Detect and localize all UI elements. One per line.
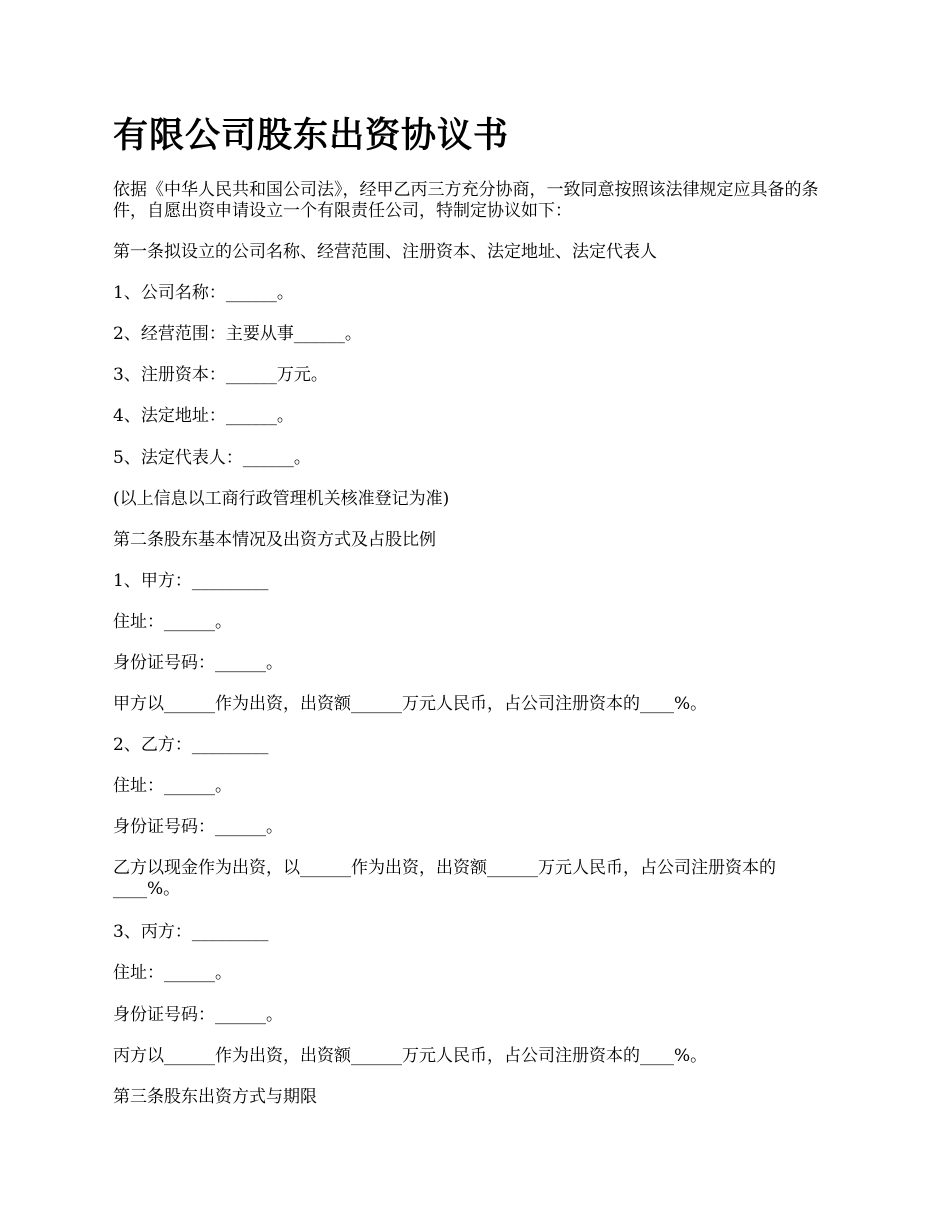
party-b-id-line: 身份证号码：______。	[113, 817, 283, 837]
party-b-name-line: 2、乙方：_________	[113, 735, 269, 755]
article-3-heading: 第三条股东出资方式与期限	[113, 1087, 317, 1107]
party-a-contribution-line: 甲方以______作为出资，出资额______万元人民币，占公司注册资本的____%。	[113, 694, 708, 714]
registered-capital-line: 3、注册资本：______万元。	[113, 365, 328, 385]
article-2-heading: 第二条股东基本情况及出资方式及占股比例	[113, 530, 436, 550]
party-c-contribution-line: 丙方以______作为出资，出资额______万元人民币，占公司注册资本的____%。	[113, 1046, 708, 1066]
company-name-line: 1、公司名称：______。	[113, 283, 294, 303]
article-1-heading: 第一条拟设立的公司名称、经营范围、注册资本、法定地址、法定代表人	[113, 242, 657, 262]
party-c-address-line: 住址：______。	[113, 963, 232, 983]
party-a-name-line: 1、甲方：_________	[113, 571, 269, 591]
intro-paragraph: 依据《中华人民共和国公司法》，经甲乙丙三方充分协商，一致同意按照该法律规定应具备的条件，自愿出资申请设立一个有限责任公司，特制定协议如下：	[113, 180, 819, 221]
registration-note: (以上信息以工商行政管理机关核准登记为准)	[113, 489, 450, 509]
party-a-id-line: 身份证号码：______。	[113, 653, 283, 673]
party-c-name-line: 3、丙方：_________	[113, 922, 269, 942]
party-b-contribution-line: 乙方以现金作为出资，以______作为出资，出资额______万元人民币，占公司注册资本的____%。	[113, 858, 776, 899]
legal-address-line: 4、法定地址：______。	[113, 406, 294, 426]
legal-representative-line: 5、法定代表人：______。	[113, 448, 311, 468]
party-c-id-line: 身份证号码：______。	[113, 1005, 283, 1025]
business-scope-line: 2、经营范围：主要从事______。	[113, 324, 362, 344]
document-title: 有限公司股东出资协议书	[113, 115, 510, 156]
party-a-address-line: 住址：______。	[113, 612, 232, 632]
party-b-address-line: 住址：______。	[113, 776, 232, 796]
